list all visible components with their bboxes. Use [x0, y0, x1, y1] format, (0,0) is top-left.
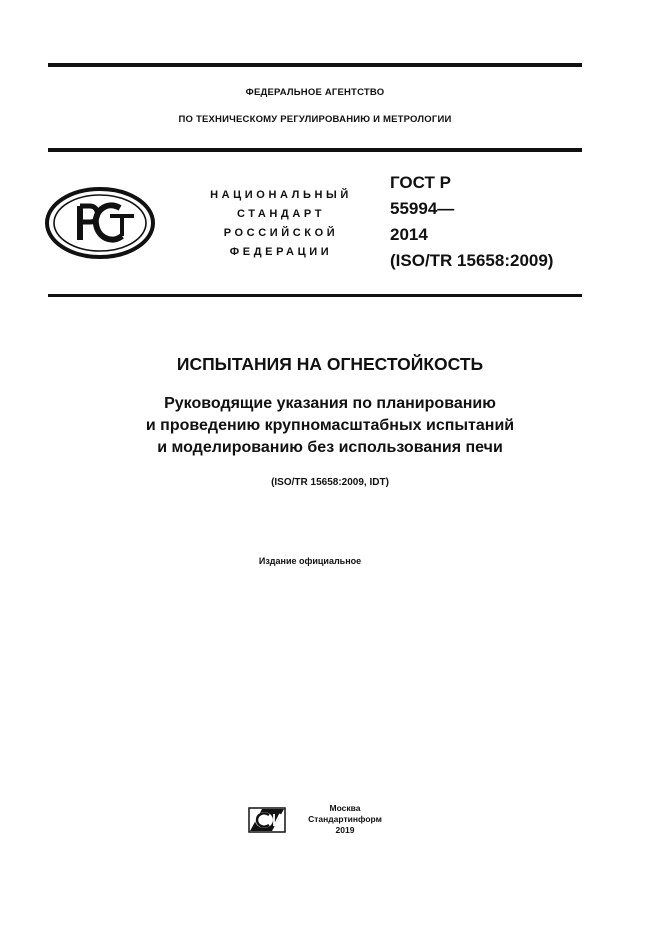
- standard-block-rule: [48, 294, 582, 297]
- national-standard-label: [192, 186, 370, 262]
- nsr-line: РОССИЙСКОЙ: [223, 227, 339, 239]
- designation-line: 2014: [390, 225, 428, 244]
- nsr-line: ФЕДЕРАЦИИ: [229, 246, 333, 258]
- designation-line: (ISO/TR 15658:2009): [390, 251, 554, 270]
- publisher-city: Москва: [329, 803, 361, 813]
- document-subtitle: [40, 393, 620, 459]
- document-title: ИСПЫТАНИЯ НА ОГНЕСТОЙКОСТЬ: [176, 354, 484, 374]
- agency-line-1: ФЕДЕРАЛЬНОЕ АГЕНТСТВО: [245, 87, 385, 98]
- header-rule: [48, 148, 582, 152]
- subtitle-line: и моделированию без использования печи: [157, 439, 503, 456]
- agency-line-2: ПО ТЕХНИЧЕСКОМУ РЕГУЛИРОВАНИЮ И МЕТРОЛОГИИ: [178, 114, 452, 125]
- designation-line: 55994—: [390, 199, 455, 218]
- top-rule: [48, 63, 582, 67]
- standard-designation: [390, 170, 590, 274]
- gost-r-certification-icon: [44, 186, 156, 260]
- publisher-info: [300, 803, 390, 836]
- edition-label: Издание официальное: [258, 556, 362, 566]
- subtitle-line: и проведению крупномасштабных испытаний: [145, 417, 515, 434]
- iso-reference: (ISO/TR 15658:2009, IDT): [271, 477, 389, 488]
- publication-year: 2019: [335, 825, 355, 835]
- nsr-line: НАЦИОНАЛЬНЫЙ: [210, 189, 352, 201]
- publisher-name: Стандартинформ: [308, 814, 382, 824]
- designation-line: ГОСТ Р: [390, 173, 451, 192]
- subtitle-line: Руководящие указания по планированию: [164, 395, 496, 412]
- nsr-line: СТАНДАРТ: [236, 208, 326, 220]
- standartinform-logo-icon: [248, 807, 286, 833]
